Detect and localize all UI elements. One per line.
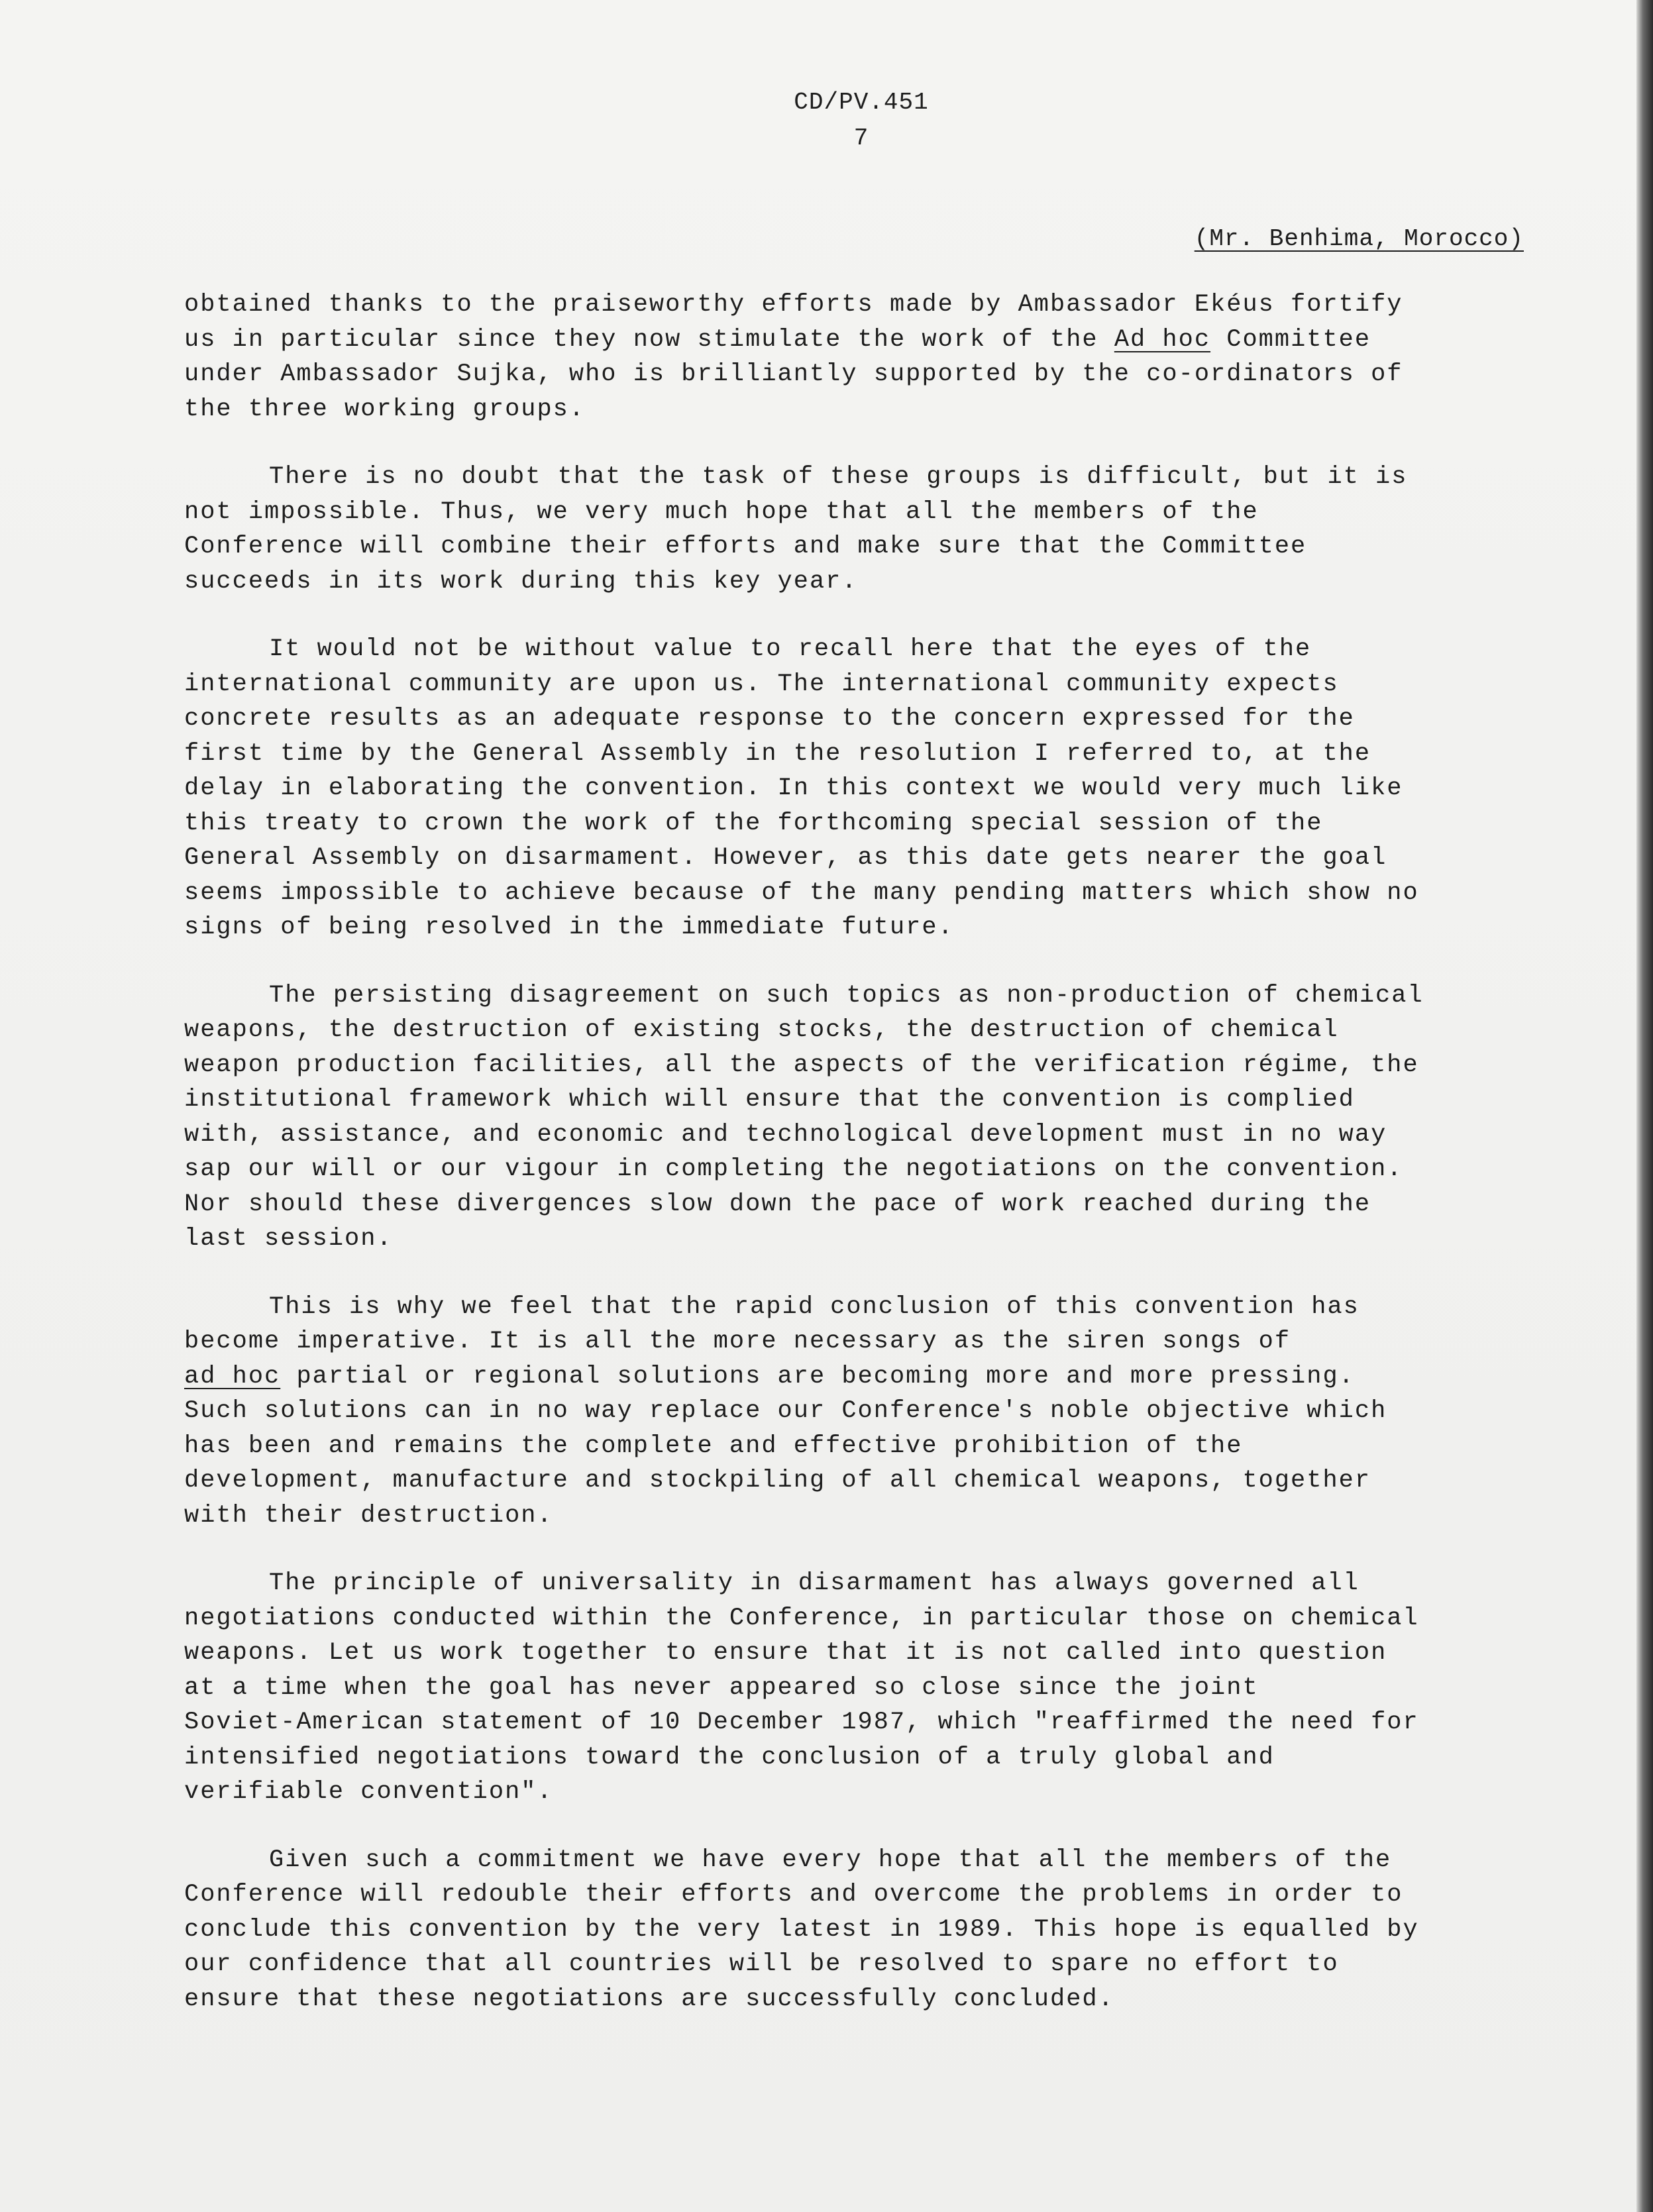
paragraph-line: first time by the General Assembly in the resolution I referred to, at the: [184, 739, 1371, 768]
speaker-attribution: [1195, 223, 1524, 256]
paragraph-1: [184, 288, 1536, 427]
paragraph-line: Conference will combine their efforts and make sure that the Committee: [184, 533, 1307, 560]
underlined-term: ad hoc: [184, 1362, 281, 1391]
paragraph-line: the three working groups.: [184, 395, 586, 423]
paragraph-line: conclude this convention by the very latest in 1989. This hope is equalled by: [184, 1915, 1419, 1944]
paragraph-line: Such solutions can in no way replace our Conference's noble objective which: [184, 1397, 1387, 1425]
paragraph-line: There is no doubt that the task of these groups is difficult, but it is: [269, 463, 1408, 491]
page-number: 7: [853, 125, 869, 152]
paragraph-line: sap our will or our vigour in completing the negotiations on the convention.: [184, 1155, 1403, 1183]
paragraph-line: institutional framework which will ensure that the convention is complied: [184, 1086, 1355, 1114]
paragraph-line: seems impossible to achieve because of the many pending matters which show no: [184, 878, 1419, 907]
paragraph-line: [184, 1359, 1536, 1395]
paragraph-line: It would not be without value to recall here that the eyes of the: [269, 635, 1312, 663]
paragraph-line: obtained thanks to the praiseworthy efforts made by Ambassador Ekéus fortify: [184, 291, 1403, 319]
paragraph-line: verifiable convention".: [184, 1778, 553, 1806]
paragraph-5: [184, 1290, 1536, 1534]
paragraph-line: Nor should these divergences slow down the pace of work reached during the: [184, 1190, 1371, 1218]
paragraph-line: not impossible. Thus, we very much hope that all the members of the: [184, 498, 1259, 526]
underlined-term: Ad hoc: [1114, 325, 1211, 354]
paragraph-line-text: partial or regional solutions are becoming more and more pressing.: [280, 1362, 1355, 1391]
paragraph-line-text: us in particular since they now stimulate the work of the: [184, 325, 1114, 354]
paragraph-line: last session.: [184, 1225, 393, 1253]
paragraph-line: Given such a commitment we have every hope that all the members of the: [269, 1846, 1392, 1874]
paragraph-2: [184, 460, 1536, 599]
paragraph-3: [184, 632, 1536, 945]
paragraph-7: [184, 1843, 1536, 2017]
paragraph-line: Conference will redouble their efforts and overcome the problems in order to: [184, 1881, 1403, 1909]
paragraph-line: development, manufacture and stockpiling of all chemical weapons, together: [184, 1467, 1371, 1495]
paragraph-line: concrete results as an adequate response to the concern expressed for the: [184, 705, 1355, 733]
document-body: [184, 288, 1536, 2050]
paragraph-line: negotiations conducted within the Conference, in particular those on chemical: [184, 1604, 1419, 1632]
document-symbol: CD/PV.451: [794, 89, 929, 116]
paragraph-line: has been and remains the complete and effective prohibition of the: [184, 1432, 1243, 1460]
paragraph-line: become imperative. It is all the more necessary as the siren songs of: [184, 1328, 1291, 1355]
paragraph-line: The principle of universality in disarmament has always governed all: [269, 1569, 1360, 1597]
paragraph-line: succeeds in its work during this key year.: [184, 567, 858, 596]
paragraph-line: signs of being resolved in the immediate future.: [184, 914, 954, 941]
paragraph-line: General Assembly on disarmament. However, as this date gets nearer the goal: [184, 844, 1387, 872]
paragraph-line: intensified negotiations toward the conclusion of a truly global and: [184, 1743, 1275, 1771]
page-header: [729, 85, 994, 156]
scanned-page-edge: [1636, 0, 1653, 2212]
speaker-name: (Mr. Benhima, Morocco): [1194, 225, 1524, 252]
paragraph-line: with their destruction.: [184, 1501, 553, 1530]
paragraph-line: [184, 323, 1536, 358]
paragraph-line: ensure that these negotiations are successfully concluded.: [184, 1985, 1114, 2013]
paragraph-line-text: Committee: [1210, 325, 1371, 354]
paragraph-line: delay in elaborating the convention. In this context we would very much like: [184, 774, 1403, 802]
paragraph-line: weapons. Let us work together to ensure that it is not called into question: [184, 1639, 1387, 1667]
paragraph-line: weapons, the destruction of existing stocks, the destruction of chemical: [184, 1016, 1339, 1044]
paragraph-line: with, assistance, and economic and technological development must in no way: [184, 1120, 1387, 1149]
paragraph-line: this treaty to crown the work of the forthcoming special session of the: [184, 809, 1323, 837]
paragraph-line: our confidence that all countries will be resolved to spare no effort to: [184, 1950, 1339, 1978]
paragraph-line: weapon production facilities, all the aspects of the verification régime, the: [184, 1051, 1419, 1079]
paragraph-line: at a time when the goal has never appeared so close since the joint: [184, 1673, 1259, 1702]
paragraph-line: Soviet-American statement of 10 December 1987, which "reaffirmed the need for: [184, 1709, 1419, 1736]
paragraph-line: This is why we feel that the rapid conclusion of this convention has: [269, 1292, 1360, 1321]
paragraph-4: [184, 978, 1536, 1257]
paragraph-line: international community are upon us. The international community expects: [184, 670, 1339, 698]
paragraph-line: The persisting disagreement on such topics as non-production of chemical: [269, 981, 1424, 1010]
paragraph-line: under Ambassador Sujka, who is brilliantly supported by the co-ordinators of: [184, 360, 1403, 388]
paragraph-6: [184, 1566, 1536, 1810]
